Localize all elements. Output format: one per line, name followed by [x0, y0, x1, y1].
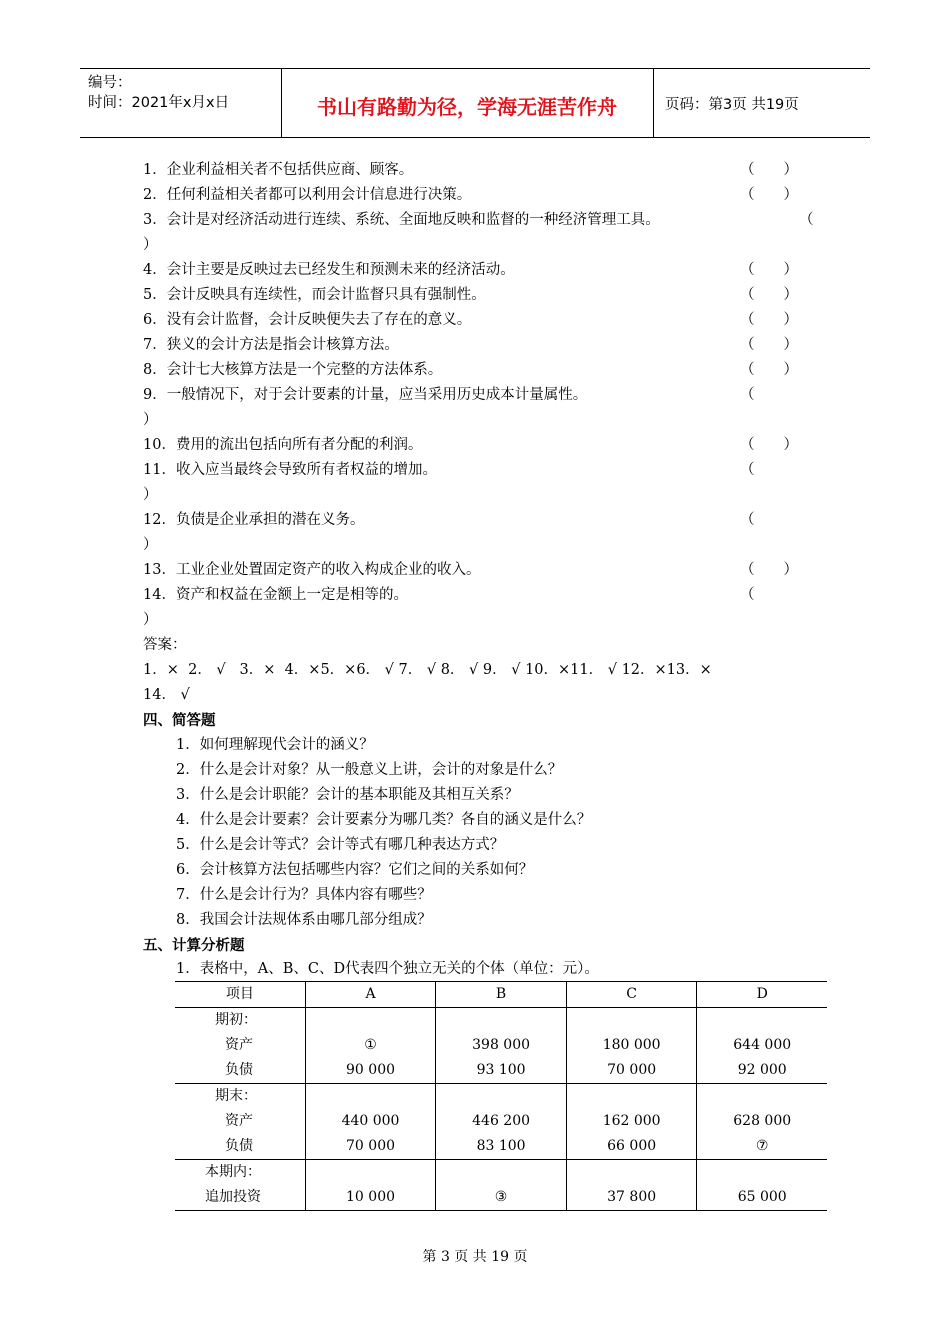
- tf-item: [143, 183, 808, 208]
- header-page-info: 页码：第3页 共19页: [665, 97, 799, 113]
- group-cell: [697, 1160, 827, 1211]
- tf-item-text: 13．工业企业处置固定资产的收入构成企业的收入。: [143, 562, 481, 578]
- answer-blank-close: ）: [143, 412, 158, 428]
- group-cell: [305, 1008, 436, 1084]
- question-3: 3．什么是会计职能？会计的基本职能及其相互关系？: [176, 787, 519, 803]
- time-label: 时间：2021年x月x日: [88, 95, 230, 111]
- cell-value: 628 000: [733, 1113, 792, 1129]
- group-cell: [175, 1084, 305, 1160]
- cell-value: 83 100: [476, 1138, 526, 1154]
- group-cell: [566, 1084, 697, 1160]
- question-5: 5．什么是会计等式？会计等式有哪几种表达方式？: [176, 837, 505, 853]
- tf-item: [143, 158, 808, 183]
- group-label: 本期内：: [205, 1164, 261, 1180]
- cell-value: 644 000: [733, 1037, 792, 1053]
- header-motto: 书山有路勤为径，学海无涯苦作舟: [317, 95, 617, 119]
- th-b: B: [436, 982, 567, 1008]
- tf-item-text: 9．一般情况下，对于会计要素的计量，应当采用历史成本计量属性。: [143, 387, 588, 403]
- tf-item-text: 3．会计是对经济活动进行连续、系统、全面地反映和监督的一种经济管理工具。: [143, 212, 660, 228]
- answer-blank: （ ）: [740, 337, 798, 353]
- row-label: 资产: [225, 1113, 253, 1129]
- header-divider-right: [653, 69, 654, 137]
- cell-value: 92 000: [737, 1062, 787, 1078]
- group-label: 期初：: [215, 1012, 257, 1028]
- cell-value: 446 200: [472, 1113, 531, 1129]
- tf-item-text: 1．企业利益相关者不包括供应商、顾客。: [143, 162, 414, 178]
- answer-blank: （ ）: [740, 362, 798, 378]
- tf-item: [143, 558, 808, 583]
- cell-value: 70 000: [607, 1062, 657, 1078]
- group-cell: [305, 1160, 436, 1211]
- answer-blank: （ ）: [740, 312, 798, 328]
- tf-item-text: 10．费用的流出包括向所有者分配的利润。: [143, 437, 423, 453]
- tf-item: [143, 383, 808, 408]
- answer-blank-close: ）: [143, 537, 158, 553]
- cell-value: 90 000: [346, 1062, 396, 1078]
- group-cell: [697, 1084, 827, 1160]
- group-cell: [697, 1008, 827, 1084]
- group-cell: [175, 1008, 305, 1084]
- answer-blank-open: （: [740, 462, 755, 478]
- answer-blank-close: ）: [143, 487, 158, 503]
- group-cell: [175, 1160, 305, 1211]
- group-cell: [305, 1084, 436, 1160]
- true-false-list: [143, 158, 814, 633]
- row-label: 追加投资: [205, 1189, 261, 1205]
- page-footer: 第 3 页 共 19 页: [422, 1249, 528, 1265]
- tf-item-text: 5．会计反映具有连续性，而会计监督只具有强制性。: [143, 287, 486, 303]
- table-group-closing: [175, 1084, 827, 1160]
- group-cell: [436, 1160, 567, 1211]
- cell-value: 70 000: [346, 1138, 396, 1154]
- tf-item: [143, 208, 814, 233]
- tf-item: [143, 358, 808, 383]
- cell-value: ①: [364, 1037, 377, 1053]
- section-5-intro: 1．表格中，A、B、C、D代表四个独立无关的个体（单位：元）。: [176, 961, 599, 977]
- tf-item: [143, 508, 808, 533]
- tf-item-text: 12．负债是企业承担的潜在义务。: [143, 512, 365, 528]
- cell-value: 440 000: [341, 1113, 400, 1129]
- th-c: C: [566, 982, 697, 1008]
- group-label: 期末：: [215, 1088, 257, 1104]
- row-label: 负债: [225, 1138, 253, 1154]
- question-4: 4．什么是会计要素？会计要素分为哪几类？各自的涵义是什么？: [176, 812, 592, 828]
- answer-blank-open: （: [740, 387, 755, 403]
- answer-blank-close: ）: [143, 612, 158, 628]
- answers-line-1: 1．× 2． √ 3．× 4．×5．×6． √ 7． √ 8． √ 9． √ 10．×11． √ 12．×13．×: [143, 662, 712, 678]
- answer-blank: （ ）: [740, 287, 798, 303]
- tf-item: [143, 433, 808, 458]
- row-label: 负债: [225, 1062, 253, 1078]
- header-meta: [88, 73, 229, 113]
- serial-label: 编号：: [88, 75, 132, 91]
- cell-value: 66 000: [607, 1138, 657, 1154]
- answers-label: 答案：: [143, 637, 187, 653]
- tf-item: [143, 583, 808, 608]
- group-cell: [566, 1160, 697, 1211]
- answer-blank: （ ）: [740, 162, 798, 178]
- group-cell: [436, 1008, 567, 1084]
- question-8: 8．我国会计法规体系由哪几部分组成？: [176, 912, 432, 928]
- th-item: 项目: [175, 982, 305, 1008]
- th-d: D: [697, 982, 827, 1008]
- data-table: [175, 981, 827, 1211]
- tf-item: [143, 258, 808, 283]
- answer-blank-open: （: [799, 212, 814, 228]
- tf-item-text: 4．会计主要是反映过去已经发生和预测未来的经济活动。: [143, 262, 515, 278]
- question-2: 2．什么是会计对象？从一般意义上讲，会计的对象是什么？: [176, 762, 563, 778]
- document-body: [143, 158, 814, 980]
- answer-blank-open: （: [740, 587, 755, 603]
- question-1: 1．如何理解现代会计的涵义？: [176, 737, 374, 753]
- tf-item-text: 7．狭义的会计方法是指会计核算方法。: [143, 337, 399, 353]
- answer-blank: （ ）: [740, 562, 798, 578]
- cell-value: ⑦: [755, 1138, 769, 1154]
- answer-blank: （ ）: [740, 262, 798, 278]
- cell-value: 37 800: [607, 1189, 657, 1205]
- tf-item-text: 2．任何利益相关者都可以利用会计信息进行决策。: [143, 187, 472, 203]
- answer-blank: （ ）: [740, 187, 798, 203]
- answer-blank: （ ）: [740, 437, 798, 453]
- section-5-title: 五、计算分析题: [143, 937, 245, 954]
- answers-line-2: 14． √: [143, 687, 190, 703]
- table-header-row: [175, 982, 827, 1008]
- cell-value: 93 100: [476, 1062, 526, 1078]
- question-6: 6．会计核算方法包括哪些内容？它们之间的关系如何？: [176, 862, 534, 878]
- tf-item: [143, 308, 808, 333]
- group-cell: [566, 1008, 697, 1084]
- tf-item: [143, 458, 808, 483]
- th-a: A: [305, 982, 436, 1008]
- page-header: [80, 68, 870, 138]
- tf-item-text: 11．收入应当最终会导致所有者权益的增加。: [143, 462, 437, 478]
- cell-value: 65 000: [737, 1189, 787, 1205]
- group-cell: [436, 1084, 567, 1160]
- tf-item-text: 6．没有会计监督，会计反映便失去了存在的意义。: [143, 312, 472, 328]
- cell-value: 180 000: [602, 1037, 661, 1053]
- cell-value: 398 000: [472, 1037, 531, 1053]
- section-4-title: 四、简答题: [143, 712, 216, 729]
- question-7: 7．什么是会计行为？具体内容有哪些？: [176, 887, 432, 903]
- row-label: 资产: [225, 1037, 253, 1053]
- cell-value: ③: [494, 1189, 508, 1205]
- table-group-opening: [175, 1008, 827, 1084]
- table-group-period: [175, 1160, 827, 1211]
- answer-blank-close: ）: [143, 237, 158, 253]
- tf-item: [143, 283, 808, 308]
- cell-value: 10 000: [346, 1189, 396, 1205]
- tf-item-text: 8．会计七大核算方法是一个完整的方法体系。: [143, 362, 443, 378]
- answer-blank-open: （: [740, 512, 755, 528]
- tf-item: [143, 333, 808, 358]
- tf-item-text: 14．资产和权益在金额上一定是相等的。: [143, 587, 408, 603]
- cell-value: 162 000: [602, 1113, 661, 1129]
